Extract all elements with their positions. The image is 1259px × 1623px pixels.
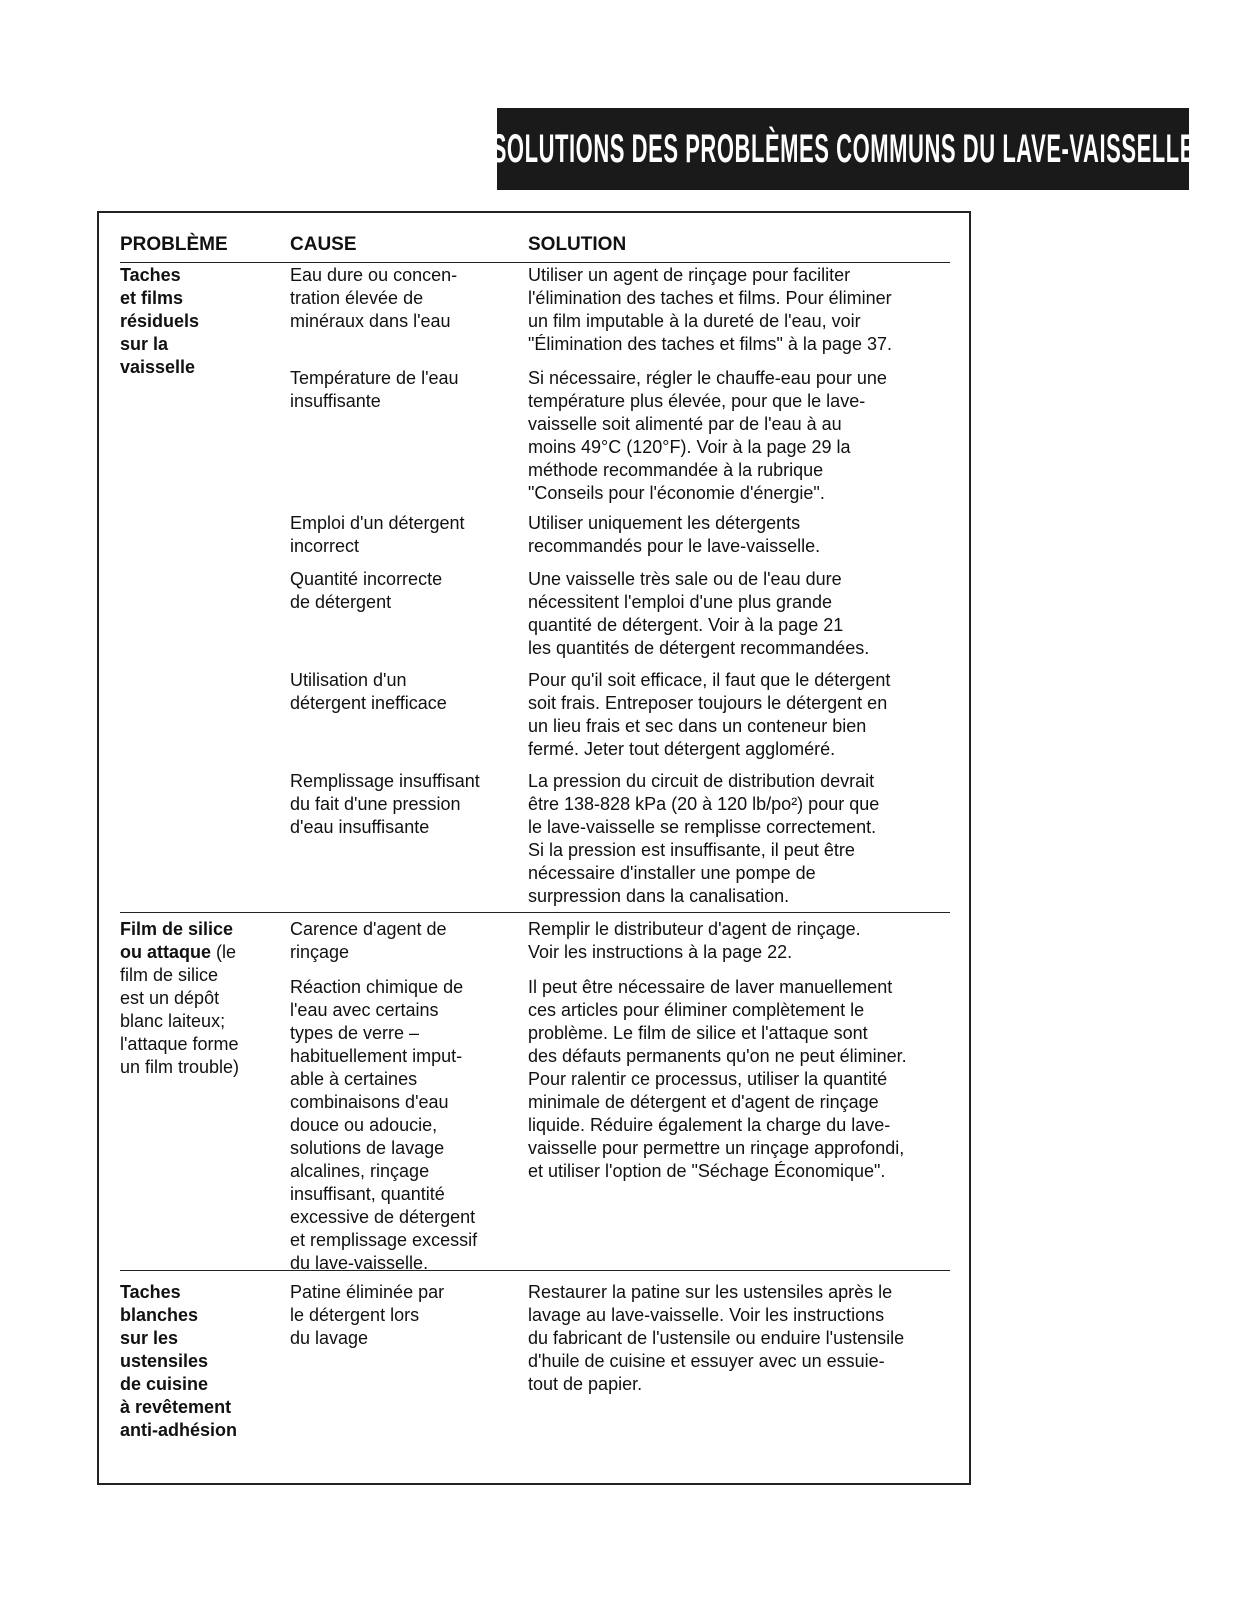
section-divider [120, 1270, 950, 1271]
problem-label: Taches et films résiduels sur la vaisselle [120, 265, 200, 377]
section-divider [120, 912, 950, 913]
problem-note: (le film de silice est un dépôt blanc laiteux; l'attaque forme un film trouble) [120, 942, 240, 1077]
solution-patina-removed: Restaurer la patine sur les ustensiles après le lavage au lave-vaisselle. Voir les instructions du fabricant de l'ustensile ou enduire l'ustensile d'huile de cuisine et essuyer avec un essuie- tout de papier. [528, 1282, 905, 1394]
solution-wrong-detergent: Utiliser uniquement les détergents recommandés pour le lave-vaisselle. [528, 513, 821, 556]
solution-low-pressure: La pression du circuit de distribution devrait être 138-828 kPa (20 à 120 lb/po²) pour que le lave-vaisselle se remplisse correctement. Si la pression est insuffisante, il peut être nécessaire d'installer une pompe de surpression dans la canalisation. [528, 771, 880, 906]
cause-hard-water: Eau dure ou concen- tration élevée de minéraux dans l'eau [290, 265, 458, 331]
header-solution: SOLUTION [528, 234, 627, 255]
solution-water-temperature: Si nécessaire, régler le chauffe-eau pour une température plus élevée, pour que le lave- vaisselle soit alimenté par de l'eau à au moins 49°C (120°F). Voir à la page 29 la méthode recommandée à la rubrique "Conseils pour l'économie d'énergie". [528, 368, 887, 503]
cause-low-pressure: Remplissage insuffisant du fait d'une pression d'eau insuffisante [290, 771, 480, 837]
problem-label: Taches blanches sur les ustensiles de cuisine à revêtement anti-adhésion [120, 1282, 238, 1440]
solution-ineffective-detergent: Pour qu'il soit efficace, il faut que le détergent soit frais. Entreposer toujours le détergent en un lieu frais et sec dans un conteneur bien fermé. Jeter tout détergent aggloméré. [528, 670, 891, 759]
solution-hard-water: Utiliser un agent de rinçage pour faciliter l'élimination des taches et films. Pour éliminer un film imputable à la dureté de l'eau, voir "Élimination des taches et films" à la page 37. [528, 265, 892, 354]
cause-rinse-aid-missing: Carence d'agent de rinçage [290, 919, 447, 962]
cause-wrong-detergent: Emploi d'un détergent incorrect [290, 513, 465, 556]
cause-ineffective-detergent: Utilisation d'un détergent inefficace [290, 670, 447, 713]
table-header [120, 232, 950, 263]
page-banner [491, 108, 1195, 190]
solution-detergent-quantity: Une vaisselle très sale ou de l'eau dure nécessitent l'emploi d'une plus grande quantité de détergent. Voir à la page 21 les quantités de détergent recommandées. [528, 569, 870, 658]
solution-chemical-reaction: Il peut être nécessaire de laver manuellement ces articles pour éliminer complètement le problème. Le film de silice et l'attaque sont des défauts permanents qu'on ne peut éliminer. Pour ralentir ce processus, utiliser la quantité minimale de détergent et d'agent de rinçage liquide. Réduire également la charge du lave- vaisselle pour permettre un rinçage approfondi, et utiliser l'option de "Séchage Économique". [528, 977, 907, 1181]
solution-rinse-aid-missing: Remplir le distributeur d'agent de rinçage. Voir les instructions à la page 22. [528, 919, 861, 962]
header-cause: CAUSE [290, 234, 357, 255]
problem-silica-etching [120, 918, 270, 1079]
cause-detergent-quantity: Quantité incorrecte de détergent [290, 569, 443, 612]
header-problem: PROBLÈME [120, 234, 228, 255]
problem-white-spots-cookware [120, 1281, 270, 1442]
cause-water-temperature: Température de l'eau insuffisante [290, 368, 459, 411]
cause-patina-removed: Patine éliminée par le détergent lors du lavage [290, 1282, 445, 1348]
page-title: SOLUTIONS DES PROBLÈMES COMMUNS DU LAVE-VAISSELLE [491, 126, 1195, 171]
problem-label: Film de silice ou attaque [120, 919, 234, 962]
problem-spots-films [120, 264, 270, 379]
cause-chemical-reaction: Réaction chimique de l'eau avec certains types de verre – habituellement imput- able à certaines combinaisons d'eau douce ou adoucie, solutions de lavage alcalines, rinçage insuffisant, quantité excessive de détergent et remplissage excessif du lave-vaisselle. [290, 977, 478, 1273]
